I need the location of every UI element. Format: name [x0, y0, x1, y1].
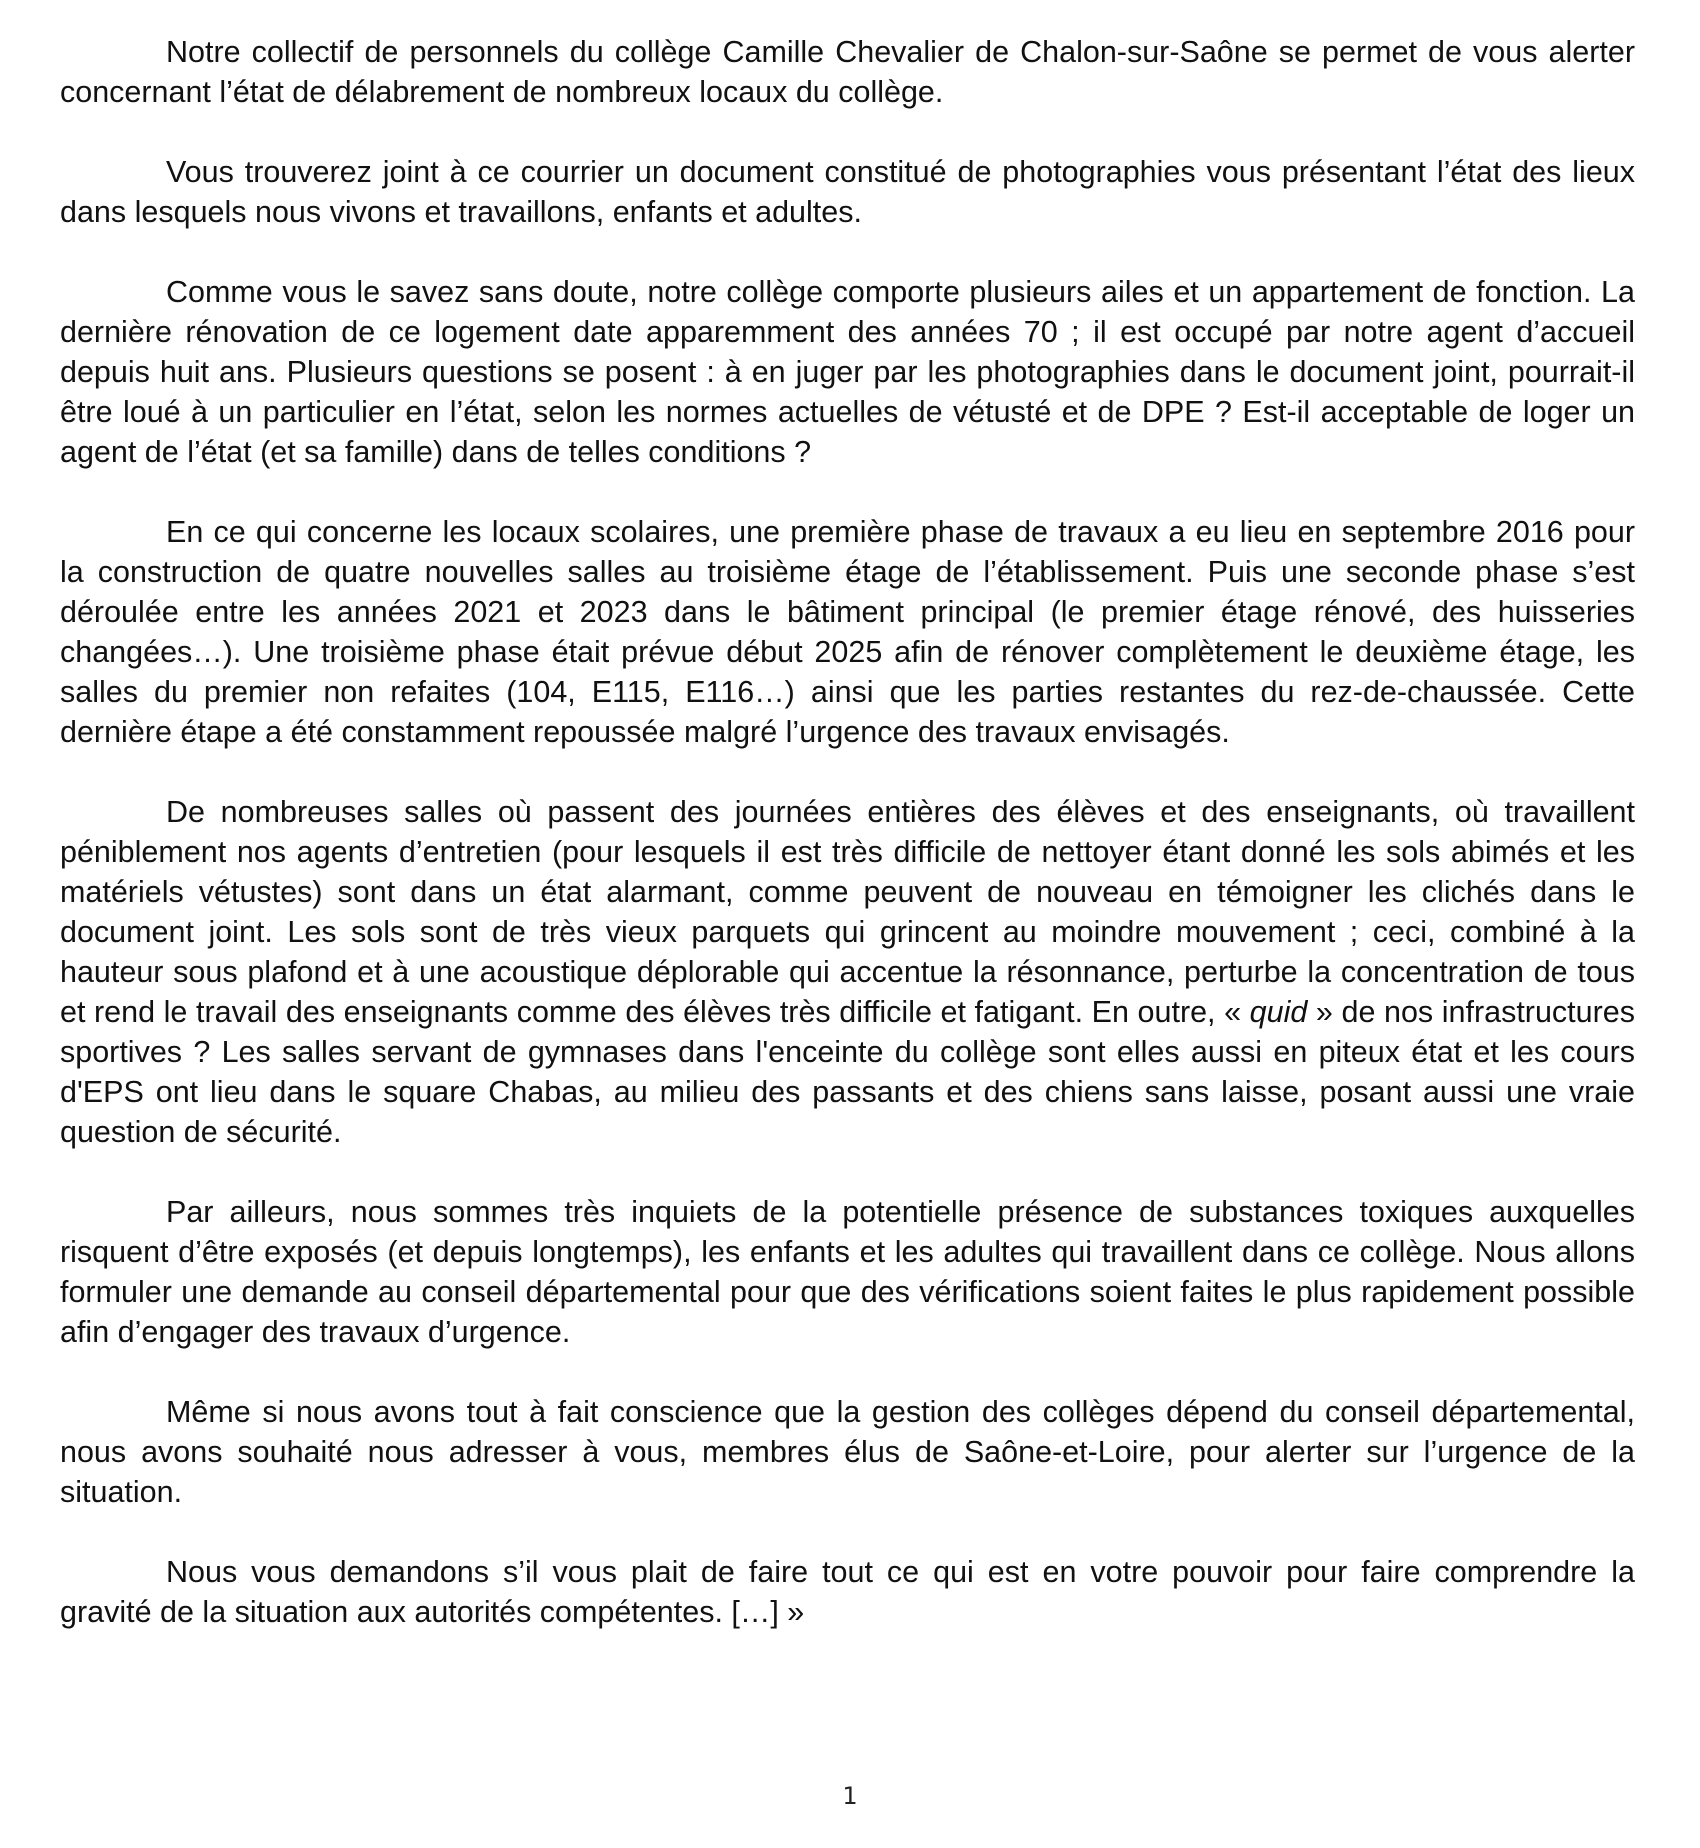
quid-italic-word: quid	[1249, 995, 1308, 1029]
page-number: 1	[842, 1782, 858, 1810]
paragraph-classrooms-text-before: De nombreuses salles où passent des journées entières des élèves et des enseignants, où travaillent péniblement nos agents d’entretien (pour lesquels il est très difficile de nettoyer étant donné les sols abimés et les matériels vétustes) sont dans un état alarmant, comme peuvent de nouveau en témoigner les clichés dans le document joint. Les sols sont de très vieux parquets qui grincent au moindre mouvement ; ceci, combiné à la hauteur sous plafond et à une acoustique déplorable qui accentue la résonnance, perturbe la concentration de tous et rend le travail des enseignants comme des élèves très difficile et fatigant. En outre, «	[60, 795, 1635, 1029]
paragraph-housing: Comme vous le savez sans doute, notre collège comporte plusieurs ailes et un appartement de fonction. La dernière rénovation de ce logement date apparemment des années 70 ; il est occupé par notre agent d’accueil depuis huit ans. Plusieurs questions se posent : à en juger par les photographies dans le document joint, pourrait-il être loué à un particulier en l’état, selon les normes actuelles de vétusté et de DPE ? Est-il acceptable de loger un agent de l’état (et sa famille) dans de telles conditions ?	[60, 275, 1635, 469]
paragraph-departmental-council: Même si nous avons tout à fait conscience que la gestion des collèges dépend du conseil départemental, nous avons souhaité nous adresser à vous, membres élus de Saône-et-Loire, pour alerter sur l’urgence de la situation.	[60, 1395, 1635, 1509]
paragraph-classrooms-text-after: » de nos infrastructures sportives ? Les salles servant de gymnases dans l'enceinte du collège sont elles aussi en piteux état et les cours d'EPS ont lieu dans le square Chabas, au milieu des passants et des chiens sans laisse, posant aussi une vraie question de sécurité.	[60, 995, 1635, 1149]
paragraph-closing-request: Nous vous demandons s’il vous plait de faire tout ce qui est en votre pouvoir pour faire comprendre la gravité de la situation aux autorités compétentes. […] »	[60, 1555, 1635, 1629]
paragraph-renovation-phases: En ce qui concerne les locaux scolaires, une première phase de travaux a eu lieu en septembre 2016 pour la construction de quatre nouvelles salles au troisième étage de l’établissement. Puis une seconde phase s’est déroulée entre les années 2021 et 2023 dans le bâtiment principal (le premier étage rénové, des huisseries changées…). Une troisième phase était prévue début 2025 afin de rénover complètement le deuxième étage, les salles du premier non refaites (104, E115, E116…) ainsi que les parties restantes du rez-de-chaussée. Cette dernière étape a été constamment repoussée malgré l’urgence des travaux envisagés.	[60, 515, 1635, 749]
paragraph-alert: Notre collectif de personnels du collège Camille Chevalier de Chalon-sur-Saône se permet de vous alerter concernant l’état de délabrement de nombreux locaux du collège.	[60, 35, 1635, 109]
paragraph-attachment: Vous trouverez joint à ce courrier un document constitué de photographies vous présentant l’état des lieux dans lesquels nous vivons et travaillons, enfants et adultes.	[60, 155, 1635, 229]
paragraph-toxic-substances: Par ailleurs, nous sommes très inquiets de la potentielle présence de substances toxiques auxquelles risquent d’être exposés (et depuis longtemps), les enfants et les adultes qui travaillent dans ce collège. Nous allons formuler une demande au conseil départemental pour que des vérifications soient faites le plus rapidement possible afin d’engager des travaux d’urgence.	[60, 1195, 1635, 1349]
letter-body	[60, 32, 1635, 1632]
paragraph-classrooms	[60, 792, 1635, 1152]
